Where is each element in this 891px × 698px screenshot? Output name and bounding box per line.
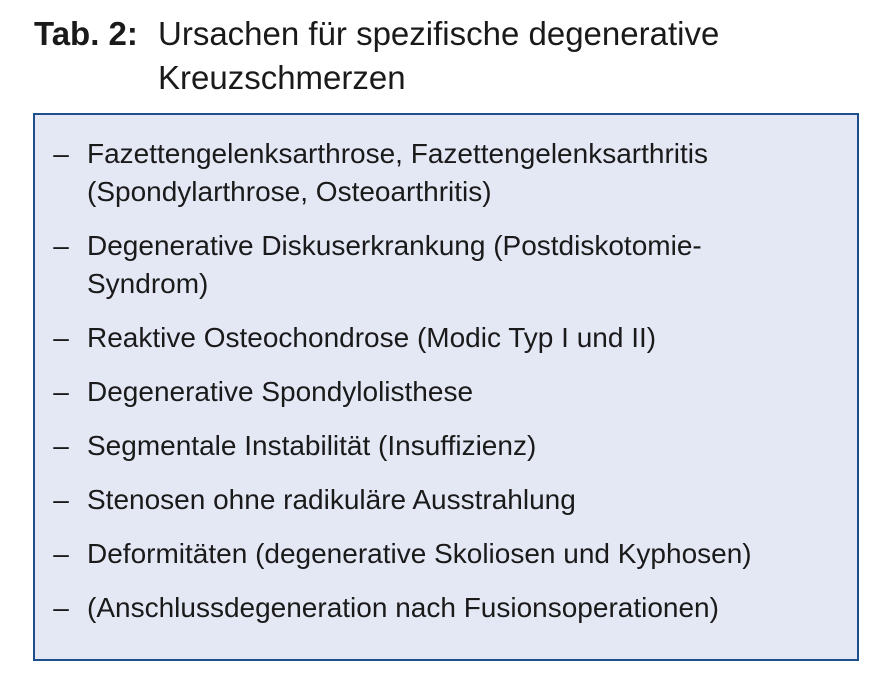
list-item — [35, 535, 857, 573]
list-item-text: Reaktive Osteochondrose (Modic Typ I und II) — [87, 322, 657, 353]
table-title-text — [158, 12, 874, 100]
list-item — [35, 373, 857, 411]
list-item — [35, 427, 857, 465]
list-item-text: Stenosen ohne radikuläre Ausstrahlung — [87, 484, 576, 515]
list-item — [35, 481, 857, 519]
dash-bullet: – — [53, 538, 69, 569]
dash-bullet: – — [53, 322, 69, 353]
dash-bullet: – — [53, 592, 69, 623]
causes-box — [33, 113, 859, 661]
list-item — [35, 319, 857, 357]
dash-bullet: – — [53, 230, 69, 261]
list-item-text: (Anschlussdegeneration nach Fusionsoperationen) — [87, 592, 719, 623]
dash-bullet: – — [53, 138, 69, 169]
list-item-text: Degenerative Spondylolisthese — [87, 376, 474, 407]
list-item-line: Fazettengelenksarthrose, Fazettengelenksarthritis — [87, 138, 708, 169]
dash-bullet: – — [53, 376, 69, 407]
causes-list — [35, 135, 857, 643]
list-item — [35, 135, 857, 211]
table-number-label: Tab. 2: — [34, 15, 138, 52]
list-item-line: (Spondylarthrose, Osteoarthritis) — [87, 176, 492, 207]
list-item-text: Segmentale Instabilität (Insuffizienz) — [87, 430, 537, 461]
table-title-line-1: Ursachen für spezifische degenerative — [158, 15, 720, 52]
list-item — [35, 589, 857, 627]
list-item-line: Degenerative Diskuserkrankung (Postdiskotomie- — [87, 230, 702, 261]
dash-bullet: – — [53, 484, 69, 515]
list-item-text: Deformitäten (degenerative Skoliosen und Kyphosen) — [87, 538, 752, 569]
list-item-line: Syndrom) — [87, 268, 209, 299]
dash-bullet: – — [53, 430, 69, 461]
list-item-text — [87, 135, 857, 211]
table-title — [34, 12, 874, 100]
table-title-line-2: Kreuzschmerzen — [158, 59, 406, 96]
list-item — [35, 227, 857, 303]
list-item-text — [87, 227, 857, 303]
